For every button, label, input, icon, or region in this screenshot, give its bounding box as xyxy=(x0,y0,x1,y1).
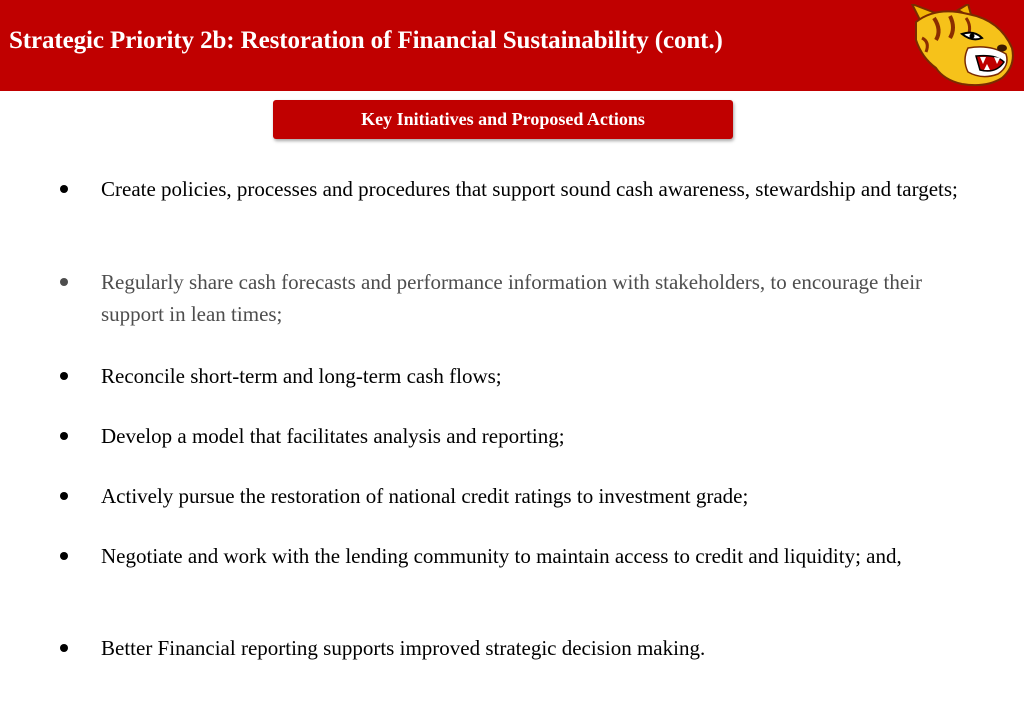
bullet-icon xyxy=(60,552,68,560)
slide-title: Strategic Priority 2b: Restoration of Financial Sustainability (cont.) xyxy=(9,27,723,54)
bullet-icon xyxy=(60,644,68,652)
list-item-text: Negotiate and work with the lending community to maintain access to credit and liquidity; and, xyxy=(101,544,902,568)
list-item-text: Develop a model that facilitates analysis and reporting; xyxy=(101,424,565,448)
bullet-icon xyxy=(60,185,68,193)
bullet-icon xyxy=(60,372,68,380)
list-item-text: Actively pursue the restoration of national credit ratings to investment grade; xyxy=(101,484,749,508)
list-item-text: Create policies, processes and procedures that support sound cash awareness, stewardship and targets; xyxy=(101,177,958,201)
list-item-text: Reconcile short-term and long-term cash flows; xyxy=(101,364,502,388)
list-item-text: Regularly share cash forecasts and performance information with stakeholders, to encourage their support in lean times; xyxy=(101,270,923,326)
section-subtitle: Key Initiatives and Proposed Actions xyxy=(361,109,645,129)
bullet-icon xyxy=(60,492,68,500)
bullet-icon xyxy=(60,278,68,286)
bullet-icon xyxy=(60,432,68,440)
list-item-text: Better Financial reporting supports improved strategic decision making. xyxy=(101,636,706,660)
